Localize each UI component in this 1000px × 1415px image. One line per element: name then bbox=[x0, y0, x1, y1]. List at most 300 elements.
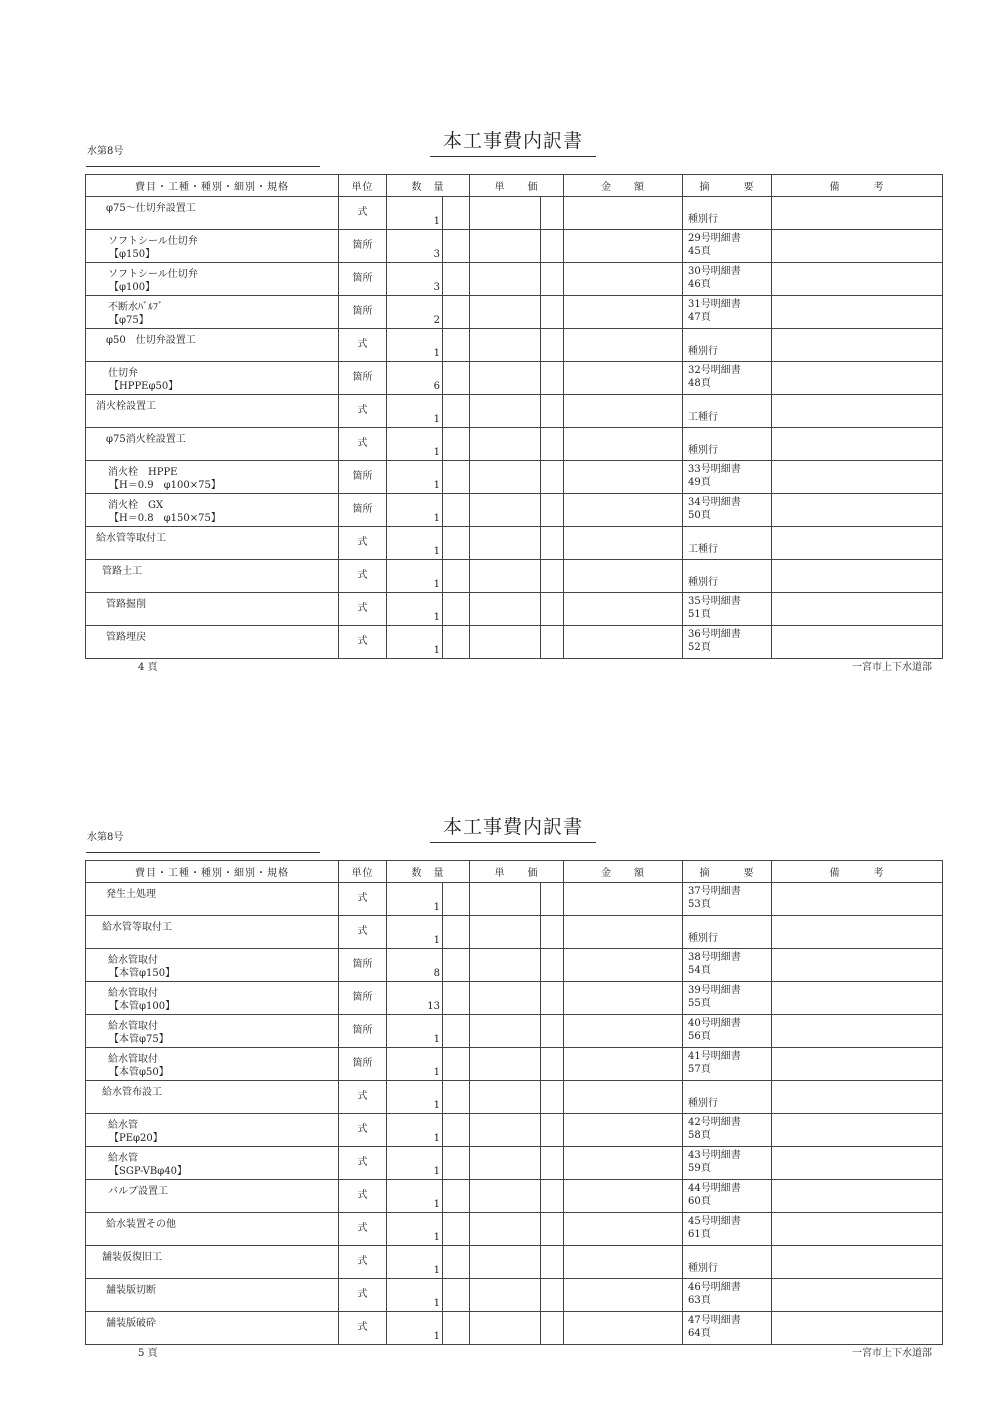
item-name: 給水管 bbox=[108, 1120, 138, 1131]
remarks-cell bbox=[772, 1114, 943, 1147]
unit-cell bbox=[339, 362, 387, 395]
summary-cell bbox=[683, 626, 772, 659]
quantity-sub-cell bbox=[443, 296, 470, 329]
header-unit: 単位 bbox=[339, 861, 387, 883]
item-cell bbox=[86, 428, 339, 461]
unit-value: 式 bbox=[357, 603, 368, 614]
quantity-cell bbox=[387, 949, 443, 982]
header-unit-price: 単 価 bbox=[470, 861, 564, 883]
item-name: 舗装仮復旧工 bbox=[102, 1252, 162, 1263]
quantity-value: 1 bbox=[433, 480, 440, 491]
quantity-value: 1 bbox=[433, 414, 440, 425]
detail-sheet-ref: 41号明細書 bbox=[688, 1051, 741, 1062]
quantity-cell bbox=[387, 1279, 443, 1312]
item-cell bbox=[86, 230, 339, 263]
unit-value: 式 bbox=[357, 207, 368, 218]
summary-cell bbox=[683, 982, 772, 1015]
detail-sheet-ref: 39号明細書 bbox=[688, 985, 741, 996]
unit-value: 式 bbox=[357, 636, 368, 647]
remarks-cell bbox=[772, 949, 943, 982]
amount-cell bbox=[564, 1312, 683, 1345]
detail-page-ref: 56頁 bbox=[688, 1031, 711, 1042]
table-row bbox=[86, 1048, 943, 1081]
quantity-sub-cell bbox=[443, 949, 470, 982]
amount-cell bbox=[564, 263, 683, 296]
remarks-cell bbox=[772, 527, 943, 560]
item-cell bbox=[86, 1279, 339, 1312]
remarks-cell bbox=[772, 428, 943, 461]
quantity-cell bbox=[387, 329, 443, 362]
amount-cell bbox=[564, 230, 683, 263]
detail-page-ref: 50頁 bbox=[688, 510, 711, 521]
unit-price-cell bbox=[470, 395, 541, 428]
table-row bbox=[86, 1147, 943, 1180]
unit-price-sub-cell bbox=[541, 1048, 564, 1081]
unit-value: 箇所 bbox=[352, 306, 373, 317]
quantity-value: 1 bbox=[433, 447, 440, 458]
table-row bbox=[86, 560, 943, 593]
unit-cell bbox=[339, 428, 387, 461]
item-cell bbox=[86, 1081, 339, 1114]
unit-value: 式 bbox=[357, 926, 368, 937]
unit-price-cell bbox=[470, 916, 541, 949]
item-spec: 【本管φ50】 bbox=[109, 1067, 169, 1078]
unit-price-sub-cell bbox=[541, 1279, 564, 1312]
detail-sheet-ref: 33号明細書 bbox=[688, 464, 741, 475]
quantity-cell bbox=[387, 1246, 443, 1279]
quantity-value: 1 bbox=[433, 513, 440, 524]
amount-cell bbox=[564, 1213, 683, 1246]
quantity-sub-cell bbox=[443, 329, 470, 362]
unit-cell bbox=[339, 593, 387, 626]
unit-cell bbox=[339, 1147, 387, 1180]
unit-value: 箇所 bbox=[352, 240, 373, 251]
unit-value: 式 bbox=[357, 1289, 368, 1300]
item-cell bbox=[86, 1048, 339, 1081]
unit-value: 式 bbox=[357, 1124, 368, 1135]
unit-cell bbox=[339, 626, 387, 659]
quantity-cell bbox=[387, 362, 443, 395]
amount-cell bbox=[564, 560, 683, 593]
quantity-cell bbox=[387, 916, 443, 949]
summary-cell bbox=[683, 1312, 772, 1345]
quantity-sub-cell bbox=[443, 428, 470, 461]
unit-value: 式 bbox=[357, 1190, 368, 1201]
remarks-cell bbox=[772, 395, 943, 428]
summary-cell bbox=[683, 883, 772, 916]
header-item: 費目・工種・種別・細別・規格 bbox=[86, 175, 339, 197]
unit-cell bbox=[339, 949, 387, 982]
breakdown-table bbox=[85, 174, 943, 659]
remarks-cell bbox=[772, 1015, 943, 1048]
amount-cell bbox=[564, 916, 683, 949]
quantity-sub-cell bbox=[443, 263, 470, 296]
detail-sheet-ref: 46号明細書 bbox=[688, 1282, 741, 1293]
detail-sheet-ref: 37号明細書 bbox=[688, 886, 741, 897]
unit-cell bbox=[339, 1279, 387, 1312]
header-row bbox=[86, 861, 943, 883]
quantity-cell bbox=[387, 626, 443, 659]
quantity-value: 1 bbox=[433, 645, 440, 656]
unit-value: 式 bbox=[357, 1157, 368, 1168]
unit-price-sub-cell bbox=[541, 428, 564, 461]
quantity-value: 1 bbox=[433, 1100, 440, 1111]
unit-price-sub-cell bbox=[541, 329, 564, 362]
summary-text: 種別行 bbox=[688, 1263, 718, 1274]
unit-value: 式 bbox=[357, 339, 368, 350]
unit-price-sub-cell bbox=[541, 197, 564, 230]
unit-price-sub-cell bbox=[541, 1180, 564, 1213]
quantity-cell bbox=[387, 593, 443, 626]
remarks-cell bbox=[772, 362, 943, 395]
unit-price-cell bbox=[470, 1279, 541, 1312]
detail-page-ref: 58頁 bbox=[688, 1130, 711, 1141]
quantity-sub-cell bbox=[443, 1180, 470, 1213]
item-cell bbox=[86, 395, 339, 428]
unit-price-sub-cell bbox=[541, 593, 564, 626]
breakdown-table bbox=[85, 860, 943, 1345]
quantity-sub-cell bbox=[443, 982, 470, 1015]
quantity-sub-cell bbox=[443, 626, 470, 659]
quantity-value: 8 bbox=[433, 968, 440, 979]
unit-cell bbox=[339, 329, 387, 362]
unit-price-sub-cell bbox=[541, 296, 564, 329]
detail-sheet-ref: 47号明細書 bbox=[688, 1315, 741, 1326]
unit-price-cell bbox=[470, 1147, 541, 1180]
summary-cell bbox=[683, 197, 772, 230]
unit-price-cell bbox=[470, 1246, 541, 1279]
item-cell bbox=[86, 883, 339, 916]
unit-price-cell bbox=[470, 1015, 541, 1048]
table-row bbox=[86, 428, 943, 461]
quantity-sub-cell bbox=[443, 916, 470, 949]
quantity-cell bbox=[387, 1015, 443, 1048]
quantity-sub-cell bbox=[443, 527, 470, 560]
item-name: 給水管取付 bbox=[108, 988, 158, 999]
table-row bbox=[86, 1279, 943, 1312]
unit-cell bbox=[339, 1081, 387, 1114]
table-row bbox=[86, 1180, 943, 1213]
quantity-cell bbox=[387, 296, 443, 329]
unit-price-sub-cell bbox=[541, 1015, 564, 1048]
quantity-cell bbox=[387, 1081, 443, 1114]
unit-cell bbox=[339, 461, 387, 494]
detail-page-ref: 61頁 bbox=[688, 1229, 711, 1240]
item-spec: 【本管φ75】 bbox=[109, 1034, 169, 1045]
detail-page-ref: 54頁 bbox=[688, 965, 711, 976]
item-name: 仕切弁 bbox=[108, 368, 138, 379]
unit-price-cell bbox=[470, 626, 541, 659]
summary-text: 工種行 bbox=[688, 544, 718, 555]
item-cell bbox=[86, 949, 339, 982]
quantity-sub-cell bbox=[443, 560, 470, 593]
table-row bbox=[86, 916, 943, 949]
item-cell bbox=[86, 362, 339, 395]
summary-cell bbox=[683, 949, 772, 982]
unit-price-cell bbox=[470, 1213, 541, 1246]
quantity-sub-cell bbox=[443, 1081, 470, 1114]
detail-sheet-ref: 44号明細書 bbox=[688, 1183, 741, 1194]
detail-sheet-ref: 45号明細書 bbox=[688, 1216, 741, 1227]
quantity-cell bbox=[387, 461, 443, 494]
unit-value: 箇所 bbox=[352, 471, 373, 482]
item-spec: 【PEφ20】 bbox=[109, 1133, 163, 1144]
item-cell bbox=[86, 1114, 339, 1147]
remarks-cell bbox=[772, 296, 943, 329]
quantity-sub-cell bbox=[443, 1279, 470, 1312]
amount-cell bbox=[564, 461, 683, 494]
item-cell bbox=[86, 329, 339, 362]
item-name: 管路掘削 bbox=[106, 599, 146, 610]
table-row bbox=[86, 1312, 943, 1345]
remarks-cell bbox=[772, 461, 943, 494]
detail-page-ref: 60頁 bbox=[688, 1196, 711, 1207]
quantity-value: 1 bbox=[433, 216, 440, 227]
table-row bbox=[86, 197, 943, 230]
unit-price-cell bbox=[470, 1180, 541, 1213]
summary-cell bbox=[683, 1180, 772, 1213]
document-title: 本工事費内訳書 bbox=[430, 812, 596, 843]
quantity-value: 1 bbox=[433, 902, 440, 913]
item-name: 給水装置その他 bbox=[106, 1219, 176, 1230]
quantity-sub-cell bbox=[443, 1048, 470, 1081]
item-cell bbox=[86, 494, 339, 527]
item-spec: 【φ100】 bbox=[109, 282, 156, 293]
table-row bbox=[86, 230, 943, 263]
quantity-sub-cell bbox=[443, 1246, 470, 1279]
quantity-sub-cell bbox=[443, 593, 470, 626]
item-name: 発生土処理 bbox=[106, 889, 156, 900]
summary-cell bbox=[683, 296, 772, 329]
header-unit: 単位 bbox=[339, 175, 387, 197]
unit-price-cell bbox=[470, 263, 541, 296]
item-name: ソフトシール仕切弁 bbox=[108, 269, 198, 280]
form-number-underline bbox=[86, 852, 320, 853]
quantity-cell bbox=[387, 197, 443, 230]
unit-price-cell bbox=[470, 1312, 541, 1345]
item-name: 消火栓 HPPE bbox=[108, 467, 178, 478]
amount-cell bbox=[564, 1048, 683, 1081]
remarks-cell bbox=[772, 1147, 943, 1180]
detail-page-ref: 52頁 bbox=[688, 642, 711, 653]
unit-cell bbox=[339, 916, 387, 949]
unit-price-cell bbox=[470, 560, 541, 593]
detail-sheet-ref: 40号明細書 bbox=[688, 1018, 741, 1029]
header-remarks: 備 考 bbox=[772, 861, 943, 883]
item-name: φ75消火栓設置工 bbox=[106, 434, 186, 445]
detail-page-ref: 63頁 bbox=[688, 1295, 711, 1306]
detail-sheet-ref: 36号明細書 bbox=[688, 629, 741, 640]
quantity-sub-cell bbox=[443, 883, 470, 916]
unit-price-sub-cell bbox=[541, 626, 564, 659]
item-name: 消火栓 GX bbox=[108, 500, 164, 511]
remarks-cell bbox=[772, 329, 943, 362]
item-spec: 【SGP-VBφ40】 bbox=[109, 1166, 187, 1177]
unit-value: 箇所 bbox=[352, 504, 373, 515]
remarks-cell bbox=[772, 1081, 943, 1114]
department-name: 一宮市上下水道部 bbox=[852, 662, 932, 673]
detail-page-ref: 45頁 bbox=[688, 246, 711, 257]
header-summary: 摘 要 bbox=[683, 175, 772, 197]
quantity-value: 1 bbox=[433, 546, 440, 557]
remarks-cell bbox=[772, 230, 943, 263]
unit-price-sub-cell bbox=[541, 1114, 564, 1147]
unit-cell bbox=[339, 1312, 387, 1345]
quantity-cell bbox=[387, 1213, 443, 1246]
unit-price-sub-cell bbox=[541, 949, 564, 982]
unit-value: 箇所 bbox=[352, 1025, 373, 1036]
summary-cell bbox=[683, 1015, 772, 1048]
summary-cell bbox=[683, 1147, 772, 1180]
table-row bbox=[86, 1081, 943, 1114]
quantity-sub-cell bbox=[443, 362, 470, 395]
detail-sheet-ref: 38号明細書 bbox=[688, 952, 741, 963]
unit-price-cell bbox=[470, 461, 541, 494]
quantity-cell bbox=[387, 560, 443, 593]
quantity-value: 2 bbox=[433, 315, 440, 326]
detail-sheet-ref: 43号明細書 bbox=[688, 1150, 741, 1161]
remarks-cell bbox=[772, 1312, 943, 1345]
unit-price-sub-cell bbox=[541, 461, 564, 494]
table-row bbox=[86, 949, 943, 982]
summary-cell bbox=[683, 1246, 772, 1279]
table-row bbox=[86, 263, 943, 296]
amount-cell bbox=[564, 527, 683, 560]
table-row bbox=[86, 1213, 943, 1246]
quantity-value: 1 bbox=[433, 1166, 440, 1177]
unit-price-cell bbox=[470, 197, 541, 230]
remarks-cell bbox=[772, 1213, 943, 1246]
unit-price-cell bbox=[470, 1081, 541, 1114]
unit-price-sub-cell bbox=[541, 494, 564, 527]
header-quantity: 数 量 bbox=[387, 861, 470, 883]
table-row bbox=[86, 883, 943, 916]
detail-sheet-ref: 35号明細書 bbox=[688, 596, 741, 607]
unit-price-sub-cell bbox=[541, 1081, 564, 1114]
detail-sheet-ref: 34号明細書 bbox=[688, 497, 741, 508]
quantity-value: 1 bbox=[433, 1331, 440, 1342]
summary-cell bbox=[683, 560, 772, 593]
department-name: 一宮市上下水道部 bbox=[852, 1348, 932, 1359]
item-cell bbox=[86, 1213, 339, 1246]
item-name: 給水管等取付工 bbox=[102, 922, 172, 933]
summary-cell bbox=[683, 593, 772, 626]
unit-value: 箇所 bbox=[352, 1058, 373, 1069]
quantity-value: 1 bbox=[433, 1199, 440, 1210]
table-row bbox=[86, 1114, 943, 1147]
unit-cell bbox=[339, 883, 387, 916]
header-item: 費目・工種・種別・細別・規格 bbox=[86, 861, 339, 883]
detail-sheet-ref: 32号明細書 bbox=[688, 365, 741, 376]
quantity-value: 1 bbox=[433, 579, 440, 590]
summary-cell bbox=[683, 494, 772, 527]
summary-cell bbox=[683, 395, 772, 428]
quantity-value: 1 bbox=[433, 935, 440, 946]
form-number-underline bbox=[86, 166, 320, 167]
summary-cell bbox=[683, 428, 772, 461]
detail-page-ref: 64頁 bbox=[688, 1328, 711, 1339]
unit-cell bbox=[339, 527, 387, 560]
quantity-sub-cell bbox=[443, 230, 470, 263]
unit-value: 箇所 bbox=[352, 992, 373, 1003]
unit-value: 式 bbox=[357, 1223, 368, 1234]
summary-cell bbox=[683, 362, 772, 395]
quantity-cell bbox=[387, 230, 443, 263]
form-number: 水第8号 bbox=[87, 832, 124, 843]
unit-price-sub-cell bbox=[541, 1147, 564, 1180]
summary-cell bbox=[683, 1213, 772, 1246]
unit-cell bbox=[339, 494, 387, 527]
table-row bbox=[86, 982, 943, 1015]
summary-cell bbox=[683, 329, 772, 362]
item-cell bbox=[86, 593, 339, 626]
table-row bbox=[86, 593, 943, 626]
unit-value: 箇所 bbox=[352, 273, 373, 284]
item-spec: 【φ75】 bbox=[109, 315, 149, 326]
header-summary: 摘 要 bbox=[683, 861, 772, 883]
summary-text: 工種行 bbox=[688, 412, 718, 423]
table-row bbox=[86, 1015, 943, 1048]
item-cell bbox=[86, 263, 339, 296]
detail-page-ref: 53頁 bbox=[688, 899, 711, 910]
unit-price-cell bbox=[470, 527, 541, 560]
quantity-sub-cell bbox=[443, 1312, 470, 1345]
summary-cell bbox=[683, 263, 772, 296]
unit-value: 式 bbox=[357, 537, 368, 548]
quantity-value: 1 bbox=[433, 1133, 440, 1144]
item-name: 給水管取付 bbox=[108, 955, 158, 966]
item-name: 管路土工 bbox=[102, 566, 142, 577]
unit-value: 式 bbox=[357, 893, 368, 904]
quantity-cell bbox=[387, 1048, 443, 1081]
quantity-value: 13 bbox=[427, 1001, 440, 1012]
summary-text: 種別行 bbox=[688, 445, 718, 456]
summary-text: 種別行 bbox=[688, 214, 718, 225]
quantity-cell bbox=[387, 395, 443, 428]
document-title: 本工事費内訳書 bbox=[430, 126, 596, 157]
summary-text: 種別行 bbox=[688, 346, 718, 357]
sheet-page-4 bbox=[0, 118, 1000, 678]
amount-cell bbox=[564, 1279, 683, 1312]
item-name: 舗装版切断 bbox=[106, 1285, 156, 1296]
unit-cell bbox=[339, 395, 387, 428]
remarks-cell bbox=[772, 916, 943, 949]
table-row bbox=[86, 461, 943, 494]
quantity-cell bbox=[387, 428, 443, 461]
remarks-cell bbox=[772, 494, 943, 527]
summary-cell bbox=[683, 1279, 772, 1312]
quantity-sub-cell bbox=[443, 461, 470, 494]
remarks-cell bbox=[772, 263, 943, 296]
item-cell bbox=[86, 1246, 339, 1279]
item-name: 給水管取付 bbox=[108, 1054, 158, 1065]
detail-sheet-ref: 31号明細書 bbox=[688, 299, 741, 310]
detail-sheet-ref: 29号明細書 bbox=[688, 233, 741, 244]
quantity-value: 1 bbox=[433, 1232, 440, 1243]
sheet-page-5 bbox=[0, 804, 1000, 1364]
unit-price-cell bbox=[470, 494, 541, 527]
quantity-value: 1 bbox=[433, 348, 440, 359]
summary-text: 種別行 bbox=[688, 933, 718, 944]
header-amount: 金 額 bbox=[564, 861, 683, 883]
quantity-value: 1 bbox=[433, 1265, 440, 1276]
amount-cell bbox=[564, 626, 683, 659]
unit-price-cell bbox=[470, 1048, 541, 1081]
remarks-cell bbox=[772, 197, 943, 230]
quantity-sub-cell bbox=[443, 1147, 470, 1180]
detail-page-ref: 55頁 bbox=[688, 998, 711, 1009]
quantity-sub-cell bbox=[443, 1213, 470, 1246]
